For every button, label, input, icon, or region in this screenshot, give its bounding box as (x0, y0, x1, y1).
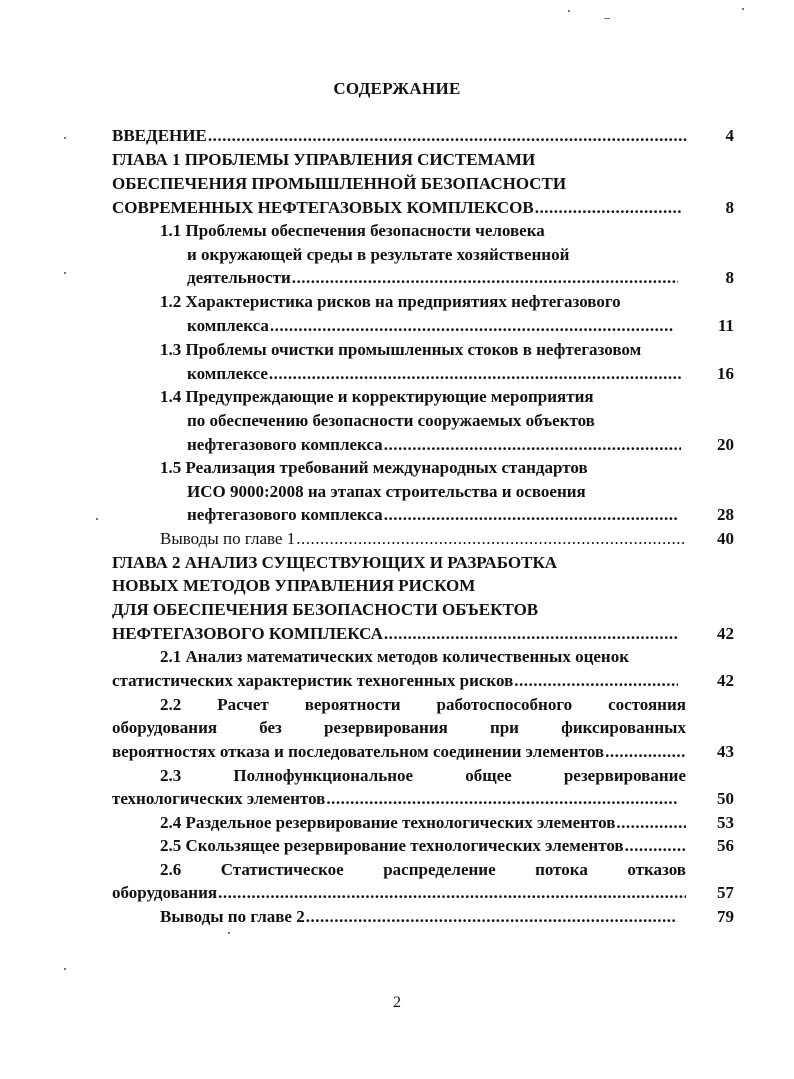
dot-leader (292, 266, 678, 289)
toc-entry-1-5[interactable] (187, 503, 678, 526)
toc-entry-text: ВВЕДЕНИЕ (112, 126, 207, 145)
toc-entry-chapter1[interactable] (112, 196, 682, 219)
toc-word: потока (535, 860, 588, 879)
toc-page-number: 42 (717, 624, 734, 643)
toc-entry-2-2[interactable] (112, 740, 686, 763)
toc-page-number: 8 (725, 268, 734, 287)
toc-section-line: и окружающей среды в результате хозяйственной (187, 245, 570, 264)
toc-word: распределение (383, 860, 496, 879)
toc-entry-text: технологических элементов (112, 789, 326, 808)
toc-word: при (489, 718, 519, 737)
toc-section-line-justified (160, 858, 686, 881)
toc-word: общее (465, 766, 512, 785)
dot-leader (605, 740, 686, 763)
toc-word: вероятности (304, 695, 401, 714)
dot-leader (270, 314, 673, 337)
toc-page-number: 40 (717, 529, 734, 548)
toc-word: Статистическое (220, 860, 344, 879)
toc-chapter-line: ОБЕСПЕЧЕНИЯ ПРОМЫШЛЕННОЙ БЕЗОПАСНОСТИ (112, 174, 567, 193)
toc-page-number: 4 (725, 126, 734, 145)
toc-entry-text: 2.4 Раздельное резервирование технологических элементов (160, 813, 616, 832)
toc-page-number: 42 (717, 671, 734, 690)
toc-page-number: 50 (717, 789, 734, 808)
toc-page-number: 20 (717, 435, 734, 454)
toc-page-number: 57 (717, 883, 734, 902)
toc-section-line: 1.5 Реализация требований международных стандартов (160, 458, 588, 477)
toc-entry-2-5[interactable] (160, 834, 686, 857)
toc-word: фиксированных (561, 718, 686, 737)
toc-page-number: 11 (717, 316, 734, 335)
toc-page-number: 56 (717, 836, 734, 855)
toc-word: без (259, 718, 282, 737)
dot-leader (384, 622, 678, 645)
scan-speck (742, 8, 744, 10)
toc-section-line: 1.2 Характеристика рисков на предприятиях нефтегазового (160, 292, 621, 311)
toc-entry-2-6[interactable] (112, 881, 686, 904)
toc-entry-text: нефтегазового комплекса (187, 435, 383, 454)
toc-entry-text: вероятностях отказа и последовательном соединении элементов (112, 742, 605, 761)
page-number: 2 (393, 994, 401, 1011)
scan-speck (64, 272, 66, 274)
toc-section-line: 2.1 Анализ математических методов количественных оценок (160, 647, 630, 666)
toc-word: 2.6 (160, 860, 182, 879)
toc-page-number: 43 (717, 742, 734, 761)
toc-word: резервирования (324, 718, 448, 737)
toc-entry-text: оборудования (112, 883, 218, 902)
toc-entry-intro[interactable] (112, 124, 688, 147)
toc-page-number: 79 (717, 907, 734, 926)
dot-leader (208, 124, 688, 147)
toc-section-line-justified (160, 693, 686, 716)
toc-word: 2.3 (160, 766, 182, 785)
toc-chapter-line: ГЛАВА 1 ПРОБЛЕМЫ УПРАВЛЕНИЯ СИСТЕМАМИ (112, 150, 536, 169)
toc-section-line: 1.1 Проблемы обеспечения безопасности человека (160, 221, 545, 240)
toc-word: 2.2 (160, 695, 182, 714)
toc-word: Расчет (217, 695, 269, 714)
dot-leader (384, 433, 681, 456)
dot-leader (269, 362, 681, 385)
toc-entry-text: Выводы по главе 2 (160, 907, 305, 926)
toc-entry-text: комплекса (187, 316, 269, 335)
toc-chapter-line: ДЛЯ ОБЕСПЕЧЕНИЯ БЕЗОПАСНОСТИ ОБЪЕКТОВ (112, 600, 539, 619)
toc-word: отказов (627, 860, 686, 879)
dot-leader (218, 881, 686, 904)
toc-word: оборудования (112, 718, 218, 737)
scan-speck (64, 968, 66, 970)
toc-word: работоспособного (436, 695, 573, 714)
dot-leader (306, 905, 676, 928)
toc-word: состояния (608, 695, 686, 714)
toc-section-line: ИСО 9000:2008 на этапах строительства и освоения (187, 482, 586, 501)
dot-leader (384, 503, 678, 526)
toc-entry-2-1[interactable] (112, 669, 678, 692)
toc-chapter-line: ГЛАВА 2 АНАЛИЗ СУЩЕСТВУЮЩИХ И РАЗРАБОТКА (112, 553, 558, 572)
dot-leader (616, 811, 686, 834)
toc-word: Полнофункциональное (233, 766, 414, 785)
toc-entry-1-1[interactable] (187, 266, 678, 289)
toc-entry-text: статистических характеристик техногенных рисков (112, 671, 514, 690)
toc-entry-2-4[interactable] (160, 811, 686, 834)
dot-leader (625, 834, 686, 857)
toc-entry-text: 2.5 Скользящее резервирование технологических элементов (160, 836, 624, 855)
toc-chapter-line: НОВЫХ МЕТОДОВ УПРАВЛЕНИЯ РИСКОМ (112, 576, 476, 595)
scan-speck (568, 10, 570, 12)
toc-entry-1-3[interactable] (187, 362, 681, 385)
toc-page-number: 28 (717, 505, 734, 524)
toc-entry-text: нефтегазового комплекса (187, 505, 383, 524)
toc-page-number: 16 (717, 364, 734, 383)
toc-entry-1-2[interactable] (187, 314, 673, 337)
toc-entry-conclusions-2[interactable] (160, 905, 676, 928)
dot-leader (326, 787, 678, 810)
toc-entry-2-3[interactable] (112, 787, 678, 810)
scan-speck (604, 18, 610, 19)
toc-section-line: 1.3 Проблемы очистки промышленных стоков в нефтегазовом (160, 340, 642, 359)
toc-entry-text: СОВРЕМЕННЫХ НЕФТЕГАЗОВЫХ КОМПЛЕКСОВ (112, 198, 534, 217)
dot-leader (535, 196, 682, 219)
toc-entry-text: комплексе (187, 364, 268, 383)
toc-entry-chapter2[interactable] (112, 622, 678, 645)
scan-speck (228, 932, 230, 934)
toc-page-number: 53 (717, 813, 734, 832)
toc-word: резервирование (563, 766, 686, 785)
dot-leader (296, 527, 684, 550)
toc-section-line-justified (160, 764, 686, 787)
toc-entry-text: деятельности (187, 268, 291, 287)
toc-section-line: по обеспечению безопасности сооружаемых объектов (187, 411, 595, 430)
toc-page-number: 8 (725, 198, 734, 217)
toc-entry-conclusions-1[interactable] (160, 527, 684, 550)
scan-speck (96, 518, 98, 520)
toc-entry-text: НЕФТЕГАЗОВОГО КОМПЛЕКСА (112, 624, 383, 643)
toc-section-line: 1.4 Предупреждающие и корректирующие мероприятия (160, 387, 594, 406)
toc-section-line-justified (112, 716, 686, 739)
page-title: СОДЕРЖАНИЕ (333, 79, 461, 98)
dot-leader (514, 669, 678, 692)
scan-speck (64, 137, 66, 139)
toc-entry-text: Выводы по главе 1 (160, 529, 296, 548)
toc-entry-1-4[interactable] (187, 433, 681, 456)
